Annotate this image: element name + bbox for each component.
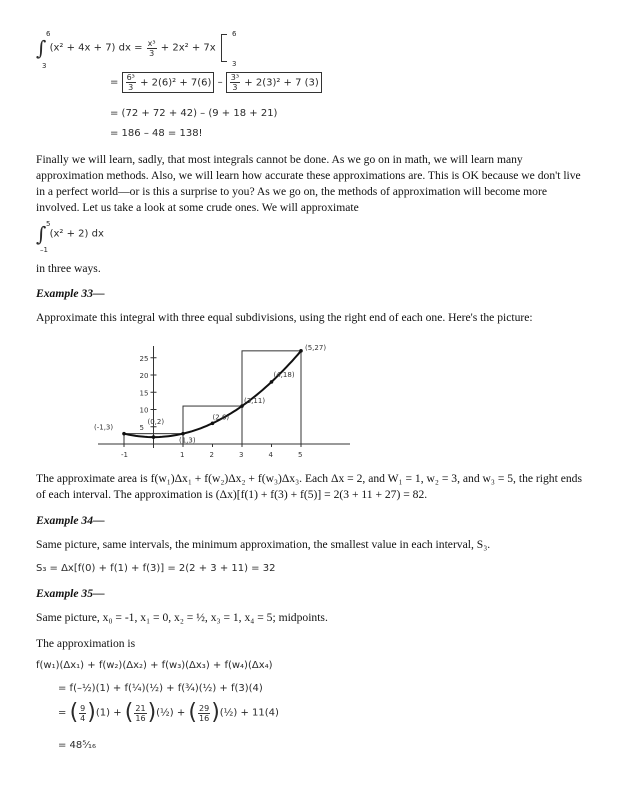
f2-den: 16 [135, 713, 146, 723]
point-label: (3,11) [244, 397, 266, 406]
y-tick-label: 5 [139, 423, 144, 432]
integral-equation-2: ∫ (x² + 2) dx [36, 222, 104, 246]
eq1-line3: = (72 + 72 + 42) – (9 + 18 + 21) [110, 108, 278, 119]
frac-den: 3 [149, 48, 155, 58]
f1-num: 9 [80, 703, 86, 713]
data-point [152, 435, 156, 439]
eq1-line2: = $\frac{\text{6³}}{3}$ + 2(6)² + 7(6) – $\frac{\text{3³}}{3}$ + 2(3)² + 7 (3) [110, 72, 322, 93]
x-tick-label: 4 [268, 451, 273, 459]
data-point [299, 349, 303, 353]
example-34-formula: S₃ = Δx[f(0) + f(1) + f(3)] = 2(2 + 3 + 11) = 32 [36, 563, 276, 574]
l2-minus: – [217, 77, 223, 88]
line3-eq: = [58, 707, 67, 719]
f2-mult: (½) + [156, 707, 186, 719]
integral-2-upper: 5 [46, 220, 51, 228]
x-tick-label: 5 [298, 451, 303, 459]
example-35-line3: = ( $\frac{9}{4}$ )(1) + ( $\frac{21}{16}$ )(½) + ( $\frac{29}{16}$ )(½) + 11(4) [58, 700, 279, 725]
point-label: (-1,3) [94, 423, 114, 432]
lower-limit: 3 [42, 62, 47, 70]
example-35-intro: The approximation is [36, 637, 136, 650]
integral-sign: ∫ [36, 36, 47, 60]
l2a-rest: + 2(6)² + 7(6) [140, 77, 212, 89]
f3-den: 16 [199, 713, 210, 723]
eval-lower: 3 [232, 60, 237, 68]
point-label: (4,18) [273, 370, 295, 379]
example-35-text: Same picture, x₀ = -1, x₁ = 0, x₂ = ½, x₃ = 1, x₄ = 5; midpoints. [36, 611, 328, 624]
paragraph-approx-area: The approximate area is f(w₁)Δx₁ + f(w₂)Δx₂ + f(w₃)Δx₃. Each Δx = 2, and W₁ = 1, w₂ = 3, and w₃ = 5, the right ends of each interval. The approximation is (Δx)[f(1) + f(3) + f(5)] = 2(3 + 11 + 27) = 82. [36, 472, 582, 501]
integral-2-expr: (x² + 2) dx [49, 228, 104, 240]
point-label: (0,2) [147, 418, 165, 427]
f1-den: 4 [80, 713, 86, 723]
example-35-line1: f(w₁)(Δx₁) + f(w₂)(Δx₂) + f(w₃)(Δx₃) + f(w₄)(Δx₄) [36, 660, 273, 671]
example-35-line4: = 48⁵⁄₁₆ [58, 740, 96, 751]
paragraph-approx-intro: Finally we will learn, sadly, that most integrals cannot be done. As we go on in math, we will learn many approximation methods. Also, we will learn how accurate these approximations are. This is OK because we don't live in a perfect world—or is this a surprise to you? As we go on, the methods of approximation will become more involved. Let us take a look at some crude ones. We will approximate [36, 153, 581, 214]
integrand: (x² + 4x + 7) dx = [49, 42, 143, 54]
x-tick-label: 1 [180, 451, 185, 459]
example-34-heading: Example 34— [36, 514, 105, 527]
data-point [270, 380, 274, 384]
l2a-den: 3 [128, 83, 134, 92]
eq1-line4: = 186 – 48 = 138! [110, 128, 203, 139]
frac-num: x³ [147, 38, 156, 48]
l2a-num: 6³ [126, 73, 135, 82]
integral-equation-1 [36, 30, 227, 70]
example-34-text: Same picture, same intervals, the minimum approximation, the smallest value in each interval, S₃. [36, 538, 491, 551]
l2b-rest: + 2(3)² + 7 (3) [244, 77, 319, 89]
point-label: (1,3) [179, 436, 196, 445]
point-label: (5,27) [305, 343, 327, 352]
y-tick-label: 10 [139, 406, 149, 415]
f1-mult: (1) + [95, 707, 122, 719]
data-point [181, 432, 185, 436]
y-tick-label: 25 [139, 354, 149, 363]
y-tick-label: 15 [139, 389, 149, 398]
example-35-line2: = f(–½)(1) + f(¼)(½) + f(¾)(½) + f(3)(4) [58, 683, 263, 694]
data-point [122, 432, 126, 436]
y-tick-label: 20 [139, 372, 149, 380]
l2b-den: 3 [232, 83, 238, 92]
example-35-heading: Example 35— [36, 587, 105, 600]
f3-num: 29 [199, 703, 210, 713]
example-33-text: Approximate this integral with three equal subdivisions, using the right end of each one. Here's the picture: [36, 311, 533, 324]
example-33-heading: Example 33— [36, 287, 105, 300]
antiderivative-rest: + 2x² + 7x [160, 42, 216, 54]
f3-mult: (½) + 11(4) [219, 707, 279, 719]
x-tick-label: -1 [121, 451, 128, 459]
point-label: (2,6) [212, 413, 230, 422]
paragraph-three-ways: in three ways. [36, 262, 101, 275]
integral-2-lower: –1 [40, 246, 48, 254]
riemann-sum-chart [88, 340, 358, 462]
eval-upper: 6 [232, 30, 237, 38]
l2b-num: 3³ [230, 73, 240, 82]
x-tick-label: 2 [209, 451, 214, 459]
data-point [211, 422, 215, 426]
f2-num: 21 [135, 703, 146, 713]
x-tick-label: 3 [239, 451, 244, 459]
upper-limit: 6 [46, 30, 51, 38]
